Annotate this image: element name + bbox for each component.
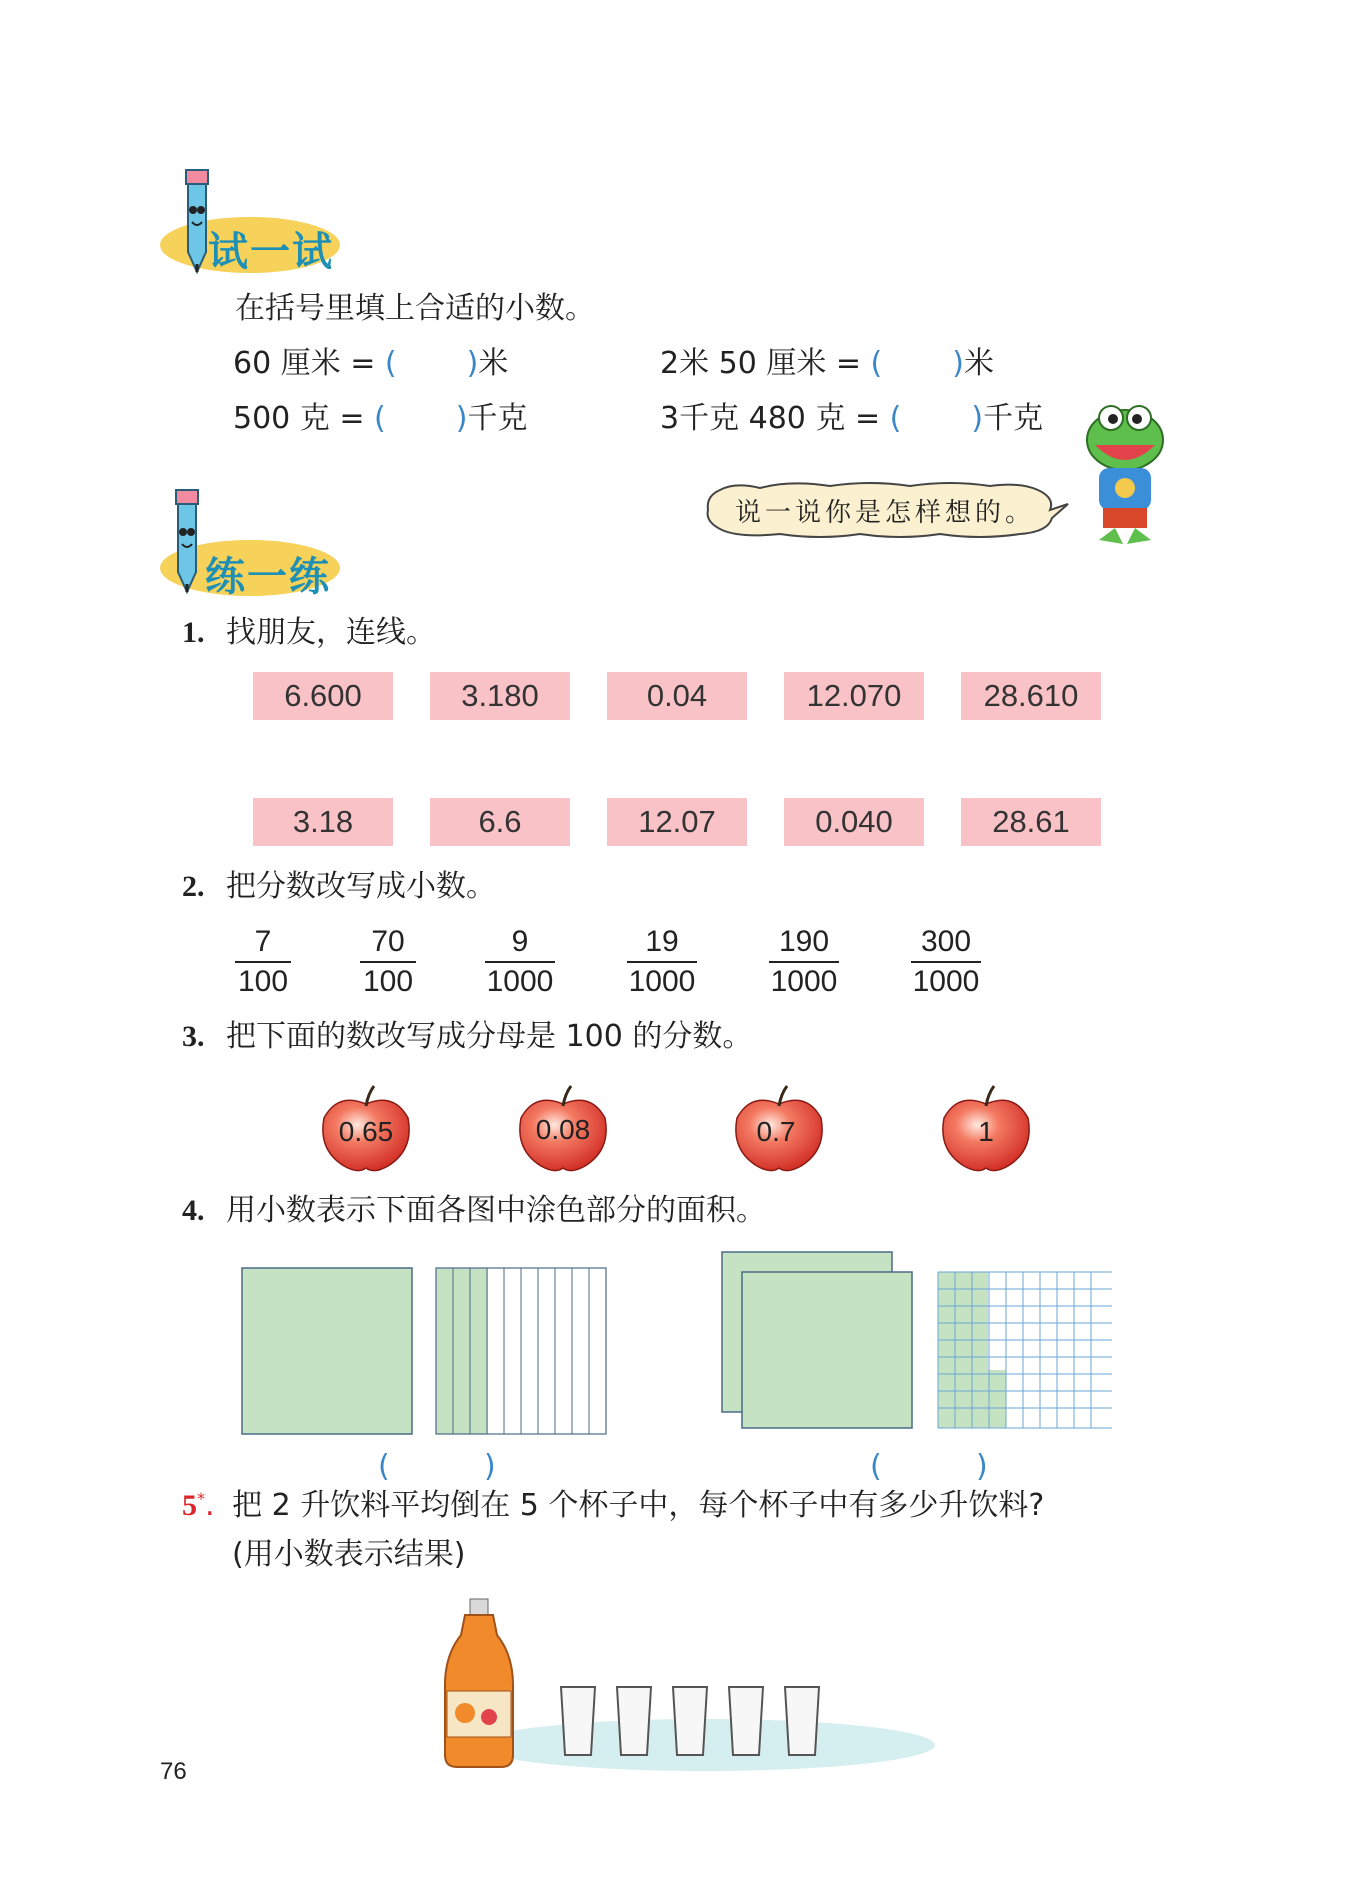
try-section-header	[140, 160, 340, 280]
fraction-numerator: 70	[371, 925, 405, 958]
fraction-numerator: 9	[511, 925, 529, 958]
apple	[731, 1084, 827, 1174]
practice-section-header	[140, 480, 340, 600]
q3	[182, 1018, 752, 1056]
apple	[938, 1084, 1034, 1174]
try-instruction: 在括号里填上合适的小数。	[235, 291, 595, 326]
q2-number: 2.	[182, 870, 205, 903]
try-item-2-left: 2米 50 厘米 =	[660, 346, 871, 381]
q1-top-badge[interactable]: 0.04	[607, 672, 747, 720]
fraction-numerator: 19	[645, 925, 679, 958]
apple	[515, 1084, 611, 1174]
fraction-denominator: 1000	[912, 965, 980, 998]
q1-top-badge[interactable]: 6.600	[253, 672, 393, 720]
q1-top-badge[interactable]: 28.610	[961, 672, 1101, 720]
q2-text: 把分数改写成小数。	[226, 869, 497, 904]
fraction-numerator: 7	[254, 925, 272, 958]
try-item-3	[233, 400, 527, 438]
try-item-3-unit: 千克	[467, 401, 528, 436]
fraction	[485, 924, 555, 1000]
fraction	[627, 924, 697, 1000]
try-section-title: 试一试	[208, 229, 334, 275]
bottle-icon	[445, 1599, 513, 1767]
fraction	[911, 924, 981, 1000]
frog-icon	[1075, 400, 1175, 560]
q1-top-badge[interactable]: 12.070	[784, 672, 924, 720]
try-item-4	[660, 400, 1043, 438]
try-item-2	[660, 345, 994, 383]
close-paren: )	[952, 346, 964, 381]
q1-bottom-badge[interactable]: 6.6	[430, 798, 570, 846]
apple-label: 1	[978, 1116, 994, 1147]
fraction-bar	[911, 961, 981, 963]
fraction-numerator: 300	[920, 925, 972, 958]
fraction-bar	[235, 961, 291, 963]
fraction-bar	[769, 961, 839, 963]
fraction	[360, 924, 416, 1000]
area-figure-1	[240, 1266, 660, 1436]
speech-bubble-text: 说一说你是怎样想的。	[735, 498, 1036, 528]
answer-paren-close: )	[976, 1449, 988, 1484]
fraction-denominator: 100	[237, 965, 289, 998]
try-item-1	[233, 345, 508, 383]
bottle-cups-illustration	[425, 1595, 945, 1785]
fraction-bar	[627, 961, 697, 963]
open-paren: (	[374, 401, 386, 436]
q5	[182, 1480, 1044, 1525]
q1-bottom-badge[interactable]: 28.61	[961, 798, 1101, 846]
practice-section-title: 练一练	[205, 554, 331, 600]
fraction-bar	[360, 961, 416, 963]
close-paren: )	[455, 401, 468, 436]
q5-number: 5	[182, 1489, 197, 1522]
q5-text: 把 2 升饮料平均倒在 5 个杯子中，每个杯子中有多少升饮料?	[232, 1488, 1045, 1523]
open-paren: (	[384, 346, 397, 381]
answer-paren-close: )	[484, 1449, 496, 1484]
try-item-2-unit: 米	[963, 346, 994, 381]
fraction-denominator: 1000	[486, 965, 554, 998]
q3-text: 把下面的数改写成分母是 100 的分数。	[226, 1019, 753, 1054]
q1-text: 找朋友，连线。	[226, 615, 437, 650]
close-paren: )	[466, 346, 479, 381]
fraction	[769, 924, 839, 1000]
frog-mascot	[1075, 400, 1175, 560]
q3-number: 3.	[182, 1020, 205, 1053]
q1-top-badge[interactable]: 3.180	[430, 672, 570, 720]
q2	[182, 868, 496, 906]
q1-bottom-badge[interactable]: 0.040	[784, 798, 924, 846]
try-item-1-left: 60 厘米 =	[233, 346, 385, 381]
answer-paren-open: (	[378, 1449, 390, 1484]
q1-bottom-badge[interactable]: 12.07	[607, 798, 747, 846]
fraction	[235, 924, 291, 1000]
q1-number: 1.	[182, 616, 205, 649]
fraction-denominator: 1000	[770, 965, 838, 998]
fraction-bar	[485, 961, 555, 963]
q5-note: (用小数表示结果)	[232, 1537, 466, 1572]
q1	[182, 614, 436, 652]
q5-star: *	[197, 1489, 205, 1508]
page-number: 76	[160, 1758, 187, 1785]
fraction-denominator: 1000	[628, 965, 696, 998]
speech-bubble	[700, 480, 1070, 540]
answer-paren-open: (	[870, 1449, 882, 1484]
q4-text: 用小数表示下面各图中涂色部分的面积。	[226, 1193, 767, 1228]
close-paren: )	[971, 401, 984, 436]
fraction-denominator: 100	[362, 965, 414, 998]
q5-dot: .	[205, 1488, 215, 1523]
q4-number: 4.	[182, 1194, 205, 1227]
q1-bottom-badge[interactable]: 3.18	[253, 798, 393, 846]
try-item-4-unit: 千克	[983, 401, 1044, 436]
open-paren: (	[870, 346, 883, 381]
q4	[182, 1192, 766, 1230]
fraction-numerator: 190	[778, 925, 830, 958]
apple-label: 0.08	[535, 1114, 591, 1145]
try-item-3-left: 500 克 =	[233, 401, 375, 436]
try-item-1-unit: 米	[478, 346, 509, 381]
apple-label: 0.65	[338, 1116, 394, 1147]
try-item-4-left: 3千克 480 克 =	[660, 401, 890, 436]
open-paren: (	[889, 401, 902, 436]
apple	[318, 1084, 414, 1174]
apple-label: 0.7	[756, 1116, 796, 1147]
area-figure-2	[720, 1250, 1140, 1430]
